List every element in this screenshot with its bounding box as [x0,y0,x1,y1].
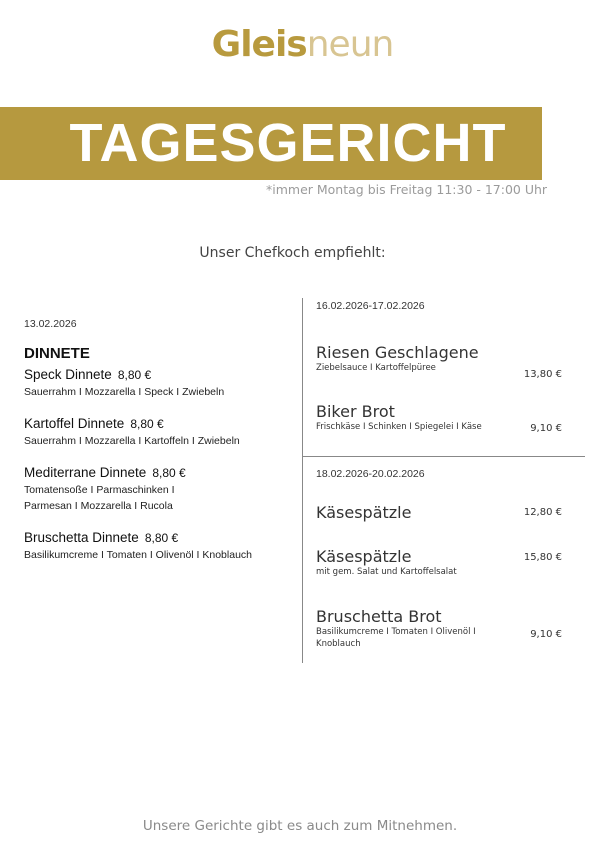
dish-name: Speck Dinnete [24,367,112,382]
menu-item-description: Basilikumcreme I Tomaten I Olivenöl I Knoblauch [316,627,476,649]
menu-item-name: Käsespätzle [316,503,412,522]
menu-item-name: Riesen Geschlagene [316,343,479,362]
week-divider [303,456,585,457]
dinnete-item [24,529,294,563]
menu-item-name: Biker Brot [316,402,395,421]
dish-price: 8,80 € [130,417,164,431]
menu-item-name: Bruschetta Brot [316,607,442,626]
menu-item-price: 15,80 € [523,552,562,563]
dinnete-section [24,318,294,563]
dinnete-item [24,415,294,449]
dinnete-item [24,366,294,400]
week-1-date: 16.02.2026-17.02.2026 [316,300,425,312]
menu-item-description: Ziebelsauce I Kartoffelpüree [316,363,436,373]
dish-description: Sauerrahm I Mozzarella I Speck I Zwiebeln [24,386,225,398]
menu-item-description: Frischkäse I Schinken I Spiegelei I Käse [316,422,482,432]
menu-item-price: 9,10 € [530,629,562,640]
menu-item [316,503,574,522]
dish-description: Tomatensoße I Parmaschinken I Parmesan I Mozzarella I Rucola [24,484,175,512]
menu-item [316,402,574,433]
menu-item-price: 9,10 € [530,423,562,434]
page-title: TAGESGERICHT [69,113,507,173]
dinnete-date: 13.02.2026 [24,318,77,330]
menu-item-description: mit gem. Salat und Kartoffelsalat [316,567,457,577]
dish-description: Basilikumcreme I Tomaten I Olivenöl I Knoblauch [24,549,252,561]
menu-item [316,547,574,578]
menu-item [316,343,574,380]
dish-description: Sauerrahm I Mozzarella I Kartoffeln I Zwiebeln [24,435,240,447]
dish-name: Kartoffel Dinnete [24,416,125,431]
chef-recommendation-heading: Unser Chefkoch empfiehlt: [199,245,386,261]
menu-item-price: 12,80 € [523,507,562,518]
dish-price: 8,80 € [152,466,186,480]
dinnete-heading: DINNETE [24,345,90,362]
dish-price: 8,80 € [117,368,152,382]
dish-name: Bruschetta Dinnete [24,530,139,545]
logo-part-2: neun [306,24,394,65]
opening-hours-note: *immer Montag bis Freitag 11:30 - 17:00 Uhr [266,182,548,197]
menu-item [316,607,574,650]
dish-name: Mediterrane Dinnete [24,465,147,480]
dish-price: 8,80 € [144,531,179,545]
takeaway-note: Unsere Gerichte gibt es auch zum Mitnehmen. [142,818,458,834]
column-divider [302,298,303,663]
logo-part-1: Gleis [211,24,307,65]
week-2-date: 18.02.2026-20.02.2026 [316,468,425,480]
dinnete-item [24,464,294,514]
menu-item-name: Käsespätzle [316,547,412,566]
menu-item-price: 13,80 € [523,369,562,380]
logo [0,24,605,65]
